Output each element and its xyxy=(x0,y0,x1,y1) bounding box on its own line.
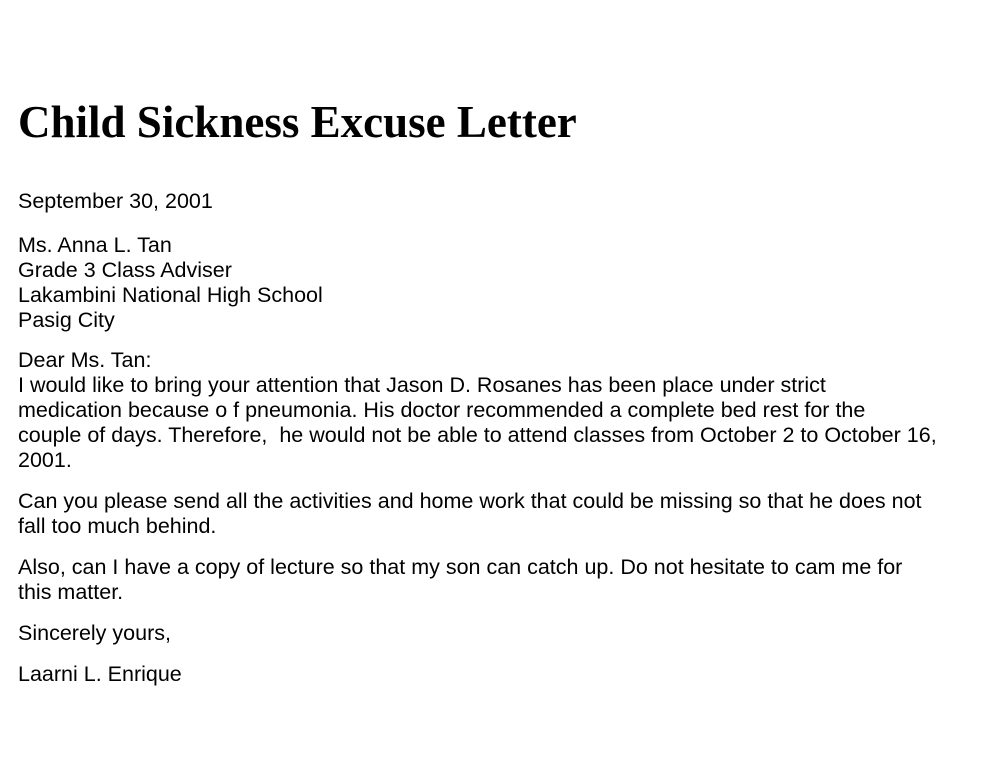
signature-name: Laarni L. Enrique xyxy=(18,662,182,686)
letter-date: September 30, 2001 xyxy=(18,189,213,213)
paragraph-1-line-2: medication because o f pneumonia. His doctor recommended a complete bed rest for the xyxy=(18,398,866,422)
closing: Sincerely yours, xyxy=(18,621,171,645)
paragraph-1-line-4: 2001. xyxy=(18,448,72,472)
paragraph-opening xyxy=(18,348,970,473)
recipient-school: Lakambini National High School xyxy=(18,283,323,307)
recipient-name: Ms. Anna L. Tan xyxy=(18,233,172,257)
paragraph-3-line-1: Also, can I have a copy of lecture so that my son can catch up. Do not hesitate to cam me for xyxy=(18,555,903,579)
paragraph-3-line-2: this matter. xyxy=(18,580,124,604)
paragraph-1-line-3: couple of days. Therefore, he would not be able to attend classes from October 2 to October 16, xyxy=(18,423,937,447)
letter-date-block xyxy=(18,189,970,214)
recipient-role: Grade 3 Class Adviser xyxy=(18,258,232,282)
signature-block xyxy=(18,662,970,687)
paragraph-request-activities xyxy=(18,489,970,539)
paragraph-2-line-2: fall too much behind. xyxy=(18,514,217,538)
closing-block xyxy=(18,621,970,646)
recipient-city: Pasig City xyxy=(18,308,115,332)
recipient-address xyxy=(18,233,970,333)
paragraph-2-line-1: Can you please send all the activities and home work that could be missing so that he does not xyxy=(18,489,922,513)
paragraph-request-lecture xyxy=(18,555,970,605)
salutation: Dear Ms. Tan: xyxy=(18,348,152,372)
page-title: Child Sickness Excuse Letter xyxy=(18,97,577,147)
paragraph-1-line-1: I would like to bring your attention that Jason D. Rosanes has been place under strict xyxy=(18,373,826,397)
